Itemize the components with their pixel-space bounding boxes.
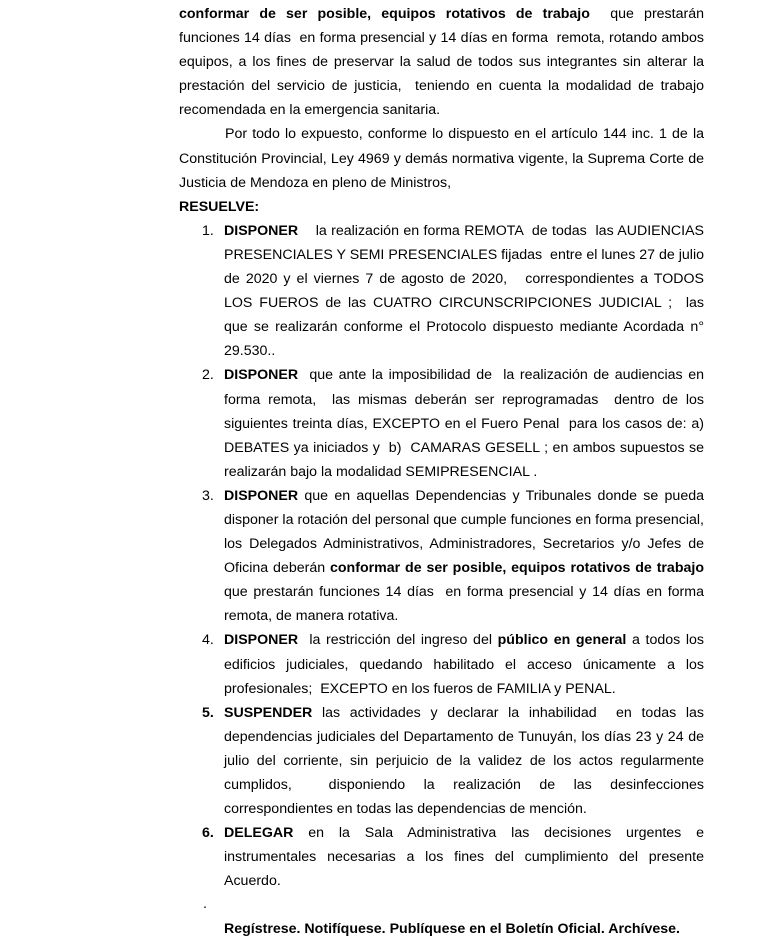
item-bold-phrase: público en general [497, 632, 627, 649]
item-verb: DISPONER [224, 367, 299, 384]
item-verb: SUSPENDER [224, 704, 313, 721]
resolution-item [179, 363, 708, 483]
item-number: 6. [202, 825, 214, 842]
item-verb: DISPONER [224, 222, 299, 239]
item-verb: DISPONER [224, 487, 299, 504]
bold-phrase: conformar de ser posible, equipos rotativos de trabajo [179, 6, 590, 22]
item-number: 2. [202, 367, 214, 384]
item-number: 1. [202, 222, 214, 239]
resolution-item [179, 484, 708, 629]
resuelve-label: RESUELVE: [179, 198, 260, 215]
trailing-mark: . [203, 896, 207, 912]
paragraph-text: que prestarán funciones 14 días en forma presencial y 14 días en forma remota, rotando ambos equipos, a los fines de preservar la salud de todos sus integrantes sin alterar la prestación del servicio de justicia, teniendo en cuenta la modalidad de trabajo recomendada en la emergencia sanitaria. [179, 6, 708, 119]
item-text: las actividades y declarar la inhabilidad en todas las dependencias judiciales del Departamento de Tunuyán, los días 23 y 24 de julio del corriente, sin perjuicio de la validez de los actos regularmente cumplidos, disponiendo la realización de las desinfecciones correspondientes en todas las dependencias de mención. [224, 704, 708, 818]
resuelve-heading [179, 195, 704, 219]
resolution-item [179, 821, 708, 893]
item-text: a todos los edificios judiciales, quedando habilitado el acceso únicamente a los profesionales; EXCEPTO en los fueros de FAMILIA y PENAL. [224, 632, 708, 697]
paragraph-rotating-teams [179, 2, 708, 122]
resolution-item [179, 628, 708, 700]
item-text: la restricción del ingreso del [298, 632, 498, 649]
item-number: 4. [202, 632, 214, 649]
item-text: la realización en forma REMOTA de todas las AUDIENCIAS PRESENCIALES Y SEMI PRESENCIALES fijadas entre el lunes 27 de julio de 2020 y el viernes 7 de agosto de 2020, correspondientes a TODOS LOS FUEROS de las CUATRO CIRCUNSCRIPCIONES JUDICIAL ; las que se realizarán conforme el Protocolo dispuesto mediante Acordada n° 29.530.. [224, 222, 708, 360]
item-number: 5. [202, 704, 214, 721]
item-text: que en aquellas Dependencias y Tribunales donde se pueda disponer la rotación del personal que cumple funciones en forma presencial, los Delegados Administrativos, Administradores, Secretarios y/o Jefes de Oficina deberán [224, 487, 708, 577]
item-number: 3. [202, 487, 214, 504]
document-page [179, 2, 708, 942]
resolution-item [179, 219, 708, 364]
item-verb: DELEGAR [224, 825, 294, 842]
closing-formula: Regístrese. Notifíquese. Publíquese en el Boletín Oficial. Archívese. [224, 921, 680, 938]
resolution-item [179, 701, 708, 821]
item-text: que prestarán funciones 14 días en forma presencial y 14 días en forma remota, de manera rotativa. [224, 560, 708, 625]
item-text: que ante la imposibilidad de la realización de audiencias en forma remota, las mismas deberán ser reprogramadas dentro de los siguientes treinta días, EXCEPTO en el Fuero Penal para los casos de: a) DEBATES ya iniciados y b) CAMARAS GESELL ; en ambos supuestos se realizarán bajo la modalidad SEMIPRESENCIAL . [224, 367, 708, 480]
item-bold-phrase: conformar de ser posible, equipos rotativos de trabajo [330, 560, 704, 577]
paragraph-expuesto: Por todo lo expuesto, conforme lo dispuesto en el artículo 144 inc. 1 de la Constitución Provincial, Ley 4969 y demás normativa vigente, la Suprema Corte de Justicia de Mendoza en pleno de Ministros, [179, 126, 704, 191]
resolution-list [179, 219, 708, 894]
item-verb: DISPONER [224, 632, 299, 649]
item-text: en la Sala Administrativa las decisiones urgentes e instrumentales necesarias a los fines del cumplimiento del presente Acuerdo. [224, 825, 708, 890]
